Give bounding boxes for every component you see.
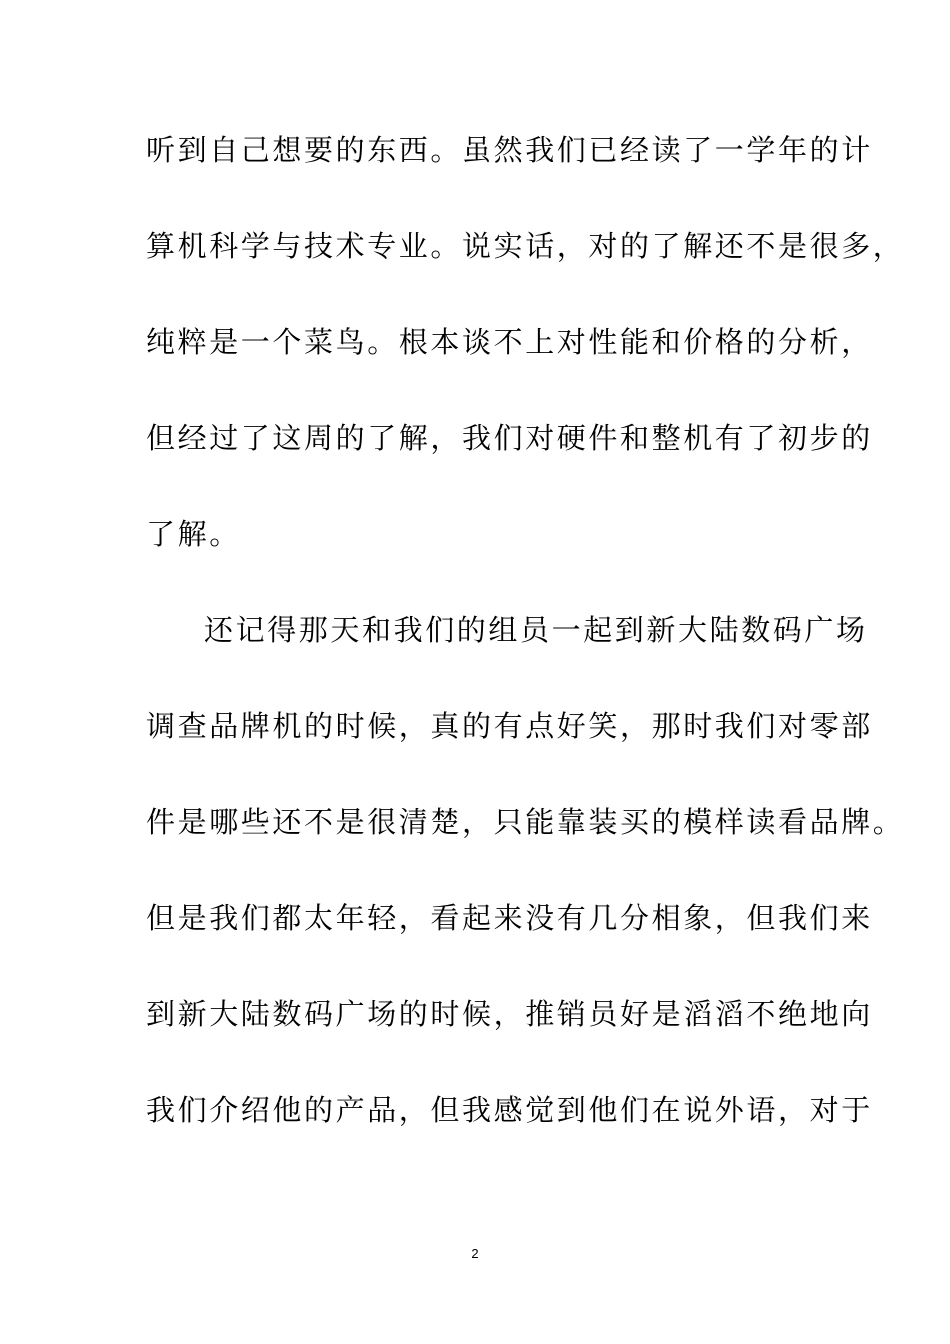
text-line: 但经过了这周的了解，我们对硬件和整机有了初步的 [146,421,873,455]
body-text [146,126,905,1182]
text-line: 但是我们都太年轻，看起来没有几分相象，但我们来 [146,901,873,935]
text-line: 到新大陆数码广场的时候，推销员好是滔滔不绝地向 [146,997,873,1031]
text-line: 我们介绍他的产品，但我感觉到他们在说外语，对于 [146,1093,873,1127]
text-line: 件是哪些还不是很清楚，只能靠装买的模样读看品牌。 [146,805,905,839]
text-line: 调查品牌机的时候，真的有点好笑，那时我们对零部 [146,709,873,743]
page-number: 2 [471,1246,479,1261]
text-line: 听到自己想要的东西。虽然我们已经读了一学年的计 [146,133,873,167]
text-line: 了解。 [146,517,241,551]
text-line: 算机科学与技术专业。说实话，对的了解还不是很多， [146,229,905,263]
text-line: 纯粹是一个菜鸟。根本谈不上对性能和价格的分析， [146,325,873,359]
paragraph-first-line: 还记得那天和我们的组员一起到新大陆数码广场 [204,613,868,647]
